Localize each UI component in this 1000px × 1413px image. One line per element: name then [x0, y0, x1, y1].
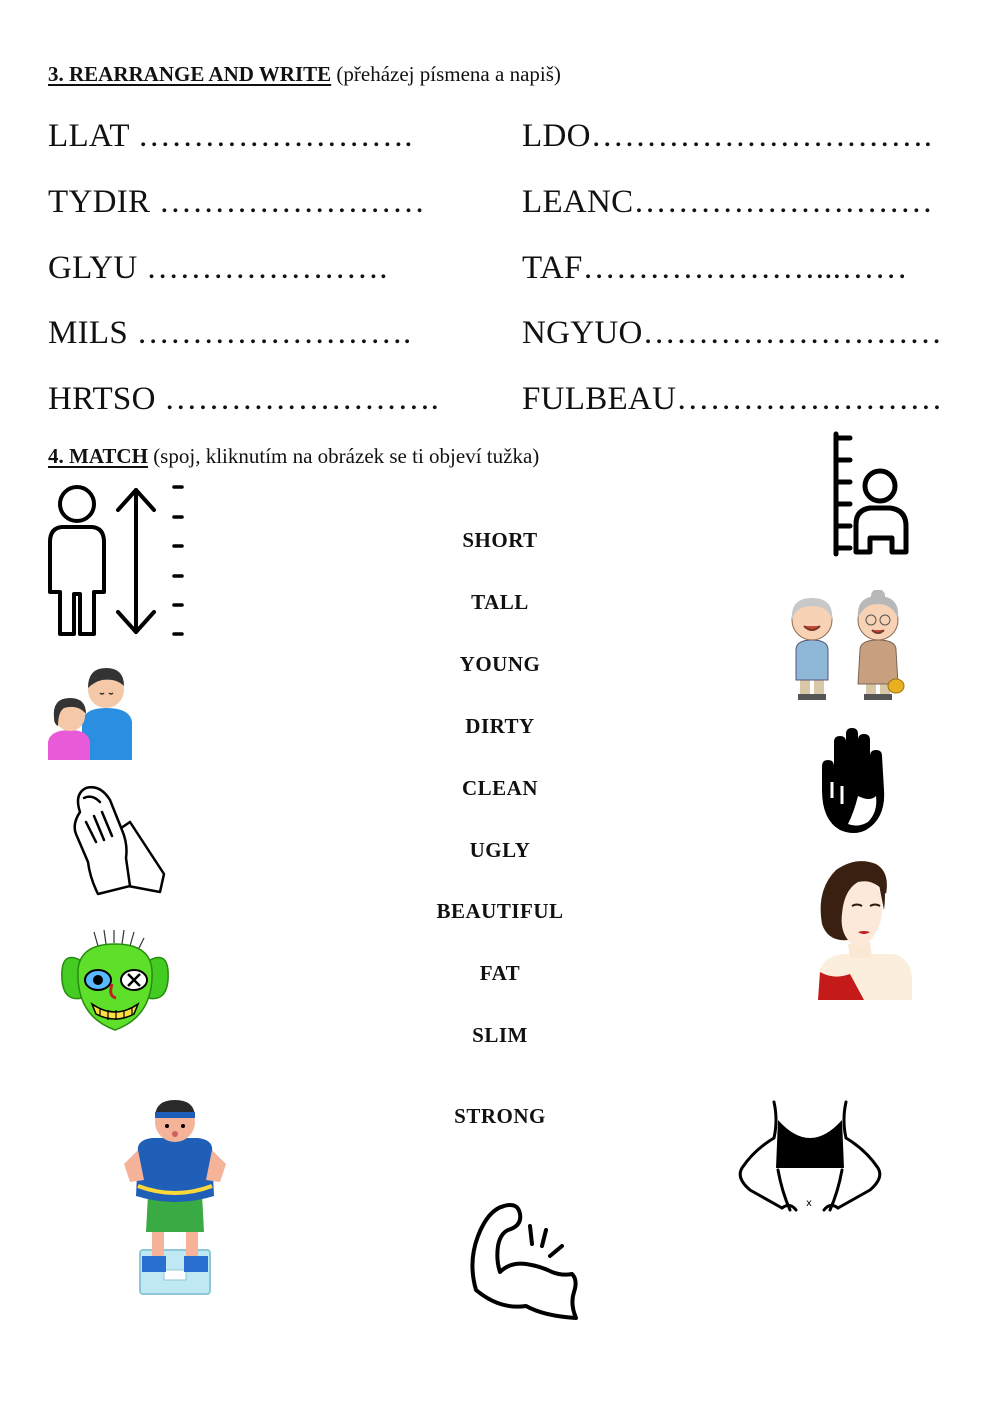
young-couple-icon[interactable] [46, 664, 136, 760]
match-word-young[interactable]: YOUNG [459, 652, 541, 676]
section-4-title: 4. MATCH [48, 444, 148, 468]
section-3-instruction: (přeházej písmena a napiš) [336, 62, 561, 86]
ugly-monster-icon[interactable] [58, 930, 172, 1040]
scrambled-item-7[interactable]: MILS ……………………. [48, 315, 412, 351]
scrambled-item-1[interactable]: LLAT ……………………. [48, 118, 413, 154]
scrambled-item-8[interactable]: NGYUO……………………… [522, 315, 943, 351]
match-word-strong[interactable]: STRONG [454, 1104, 546, 1128]
match-word-clean[interactable]: CLEAN [461, 776, 538, 800]
tall-person-icon[interactable] [44, 482, 189, 642]
slim-waist-icon[interactable] [734, 1098, 886, 1222]
section-3-heading [48, 62, 561, 87]
scrambled-item-3[interactable]: TYDIR …………………… [48, 184, 426, 220]
match-word-short[interactable]: SHORT [462, 528, 538, 552]
short-person-icon[interactable] [830, 430, 914, 558]
strong-arm-icon[interactable] [466, 1200, 582, 1326]
match-word-dirty[interactable]: DIRTY [465, 714, 535, 738]
section-4-heading [48, 444, 539, 469]
match-word-slim[interactable]: SLIM [472, 1023, 528, 1047]
match-word-ugly[interactable]: UGLY [469, 838, 531, 862]
match-word-tall[interactable]: TALL [471, 590, 529, 614]
section-3-title: 3. REARRANGE AND WRITE [48, 62, 332, 86]
scrambled-item-9[interactable]: HRTSO ……………………. [48, 381, 440, 417]
section-4-instruction: (spoj, kliknutím na obrázek se ti objeví tužka) [153, 444, 540, 468]
scrambled-item-10[interactable]: FULBEAU…………………… [522, 381, 943, 417]
scrambled-item-6[interactable]: TAF…………………...…… [522, 250, 908, 286]
svg-text:x: x [806, 1198, 812, 1209]
scrambled-item-5[interactable]: GLYU …………………. [48, 250, 388, 286]
scrambled-item-2[interactable]: LDO…………………………. [522, 118, 933, 154]
old-couple-icon[interactable] [786, 590, 912, 702]
fat-boy-on-scale-icon[interactable] [122, 1100, 228, 1296]
dirty-hand-icon[interactable] [818, 726, 892, 836]
beautiful-woman-icon[interactable] [814, 860, 914, 1000]
match-word-beautiful[interactable]: BEAUTIFUL [436, 899, 564, 923]
cleaning-hand-icon[interactable] [70, 782, 166, 898]
match-word-fat[interactable]: FAT [479, 961, 521, 985]
scrambled-item-4[interactable]: LEANC……………………… [522, 184, 934, 220]
